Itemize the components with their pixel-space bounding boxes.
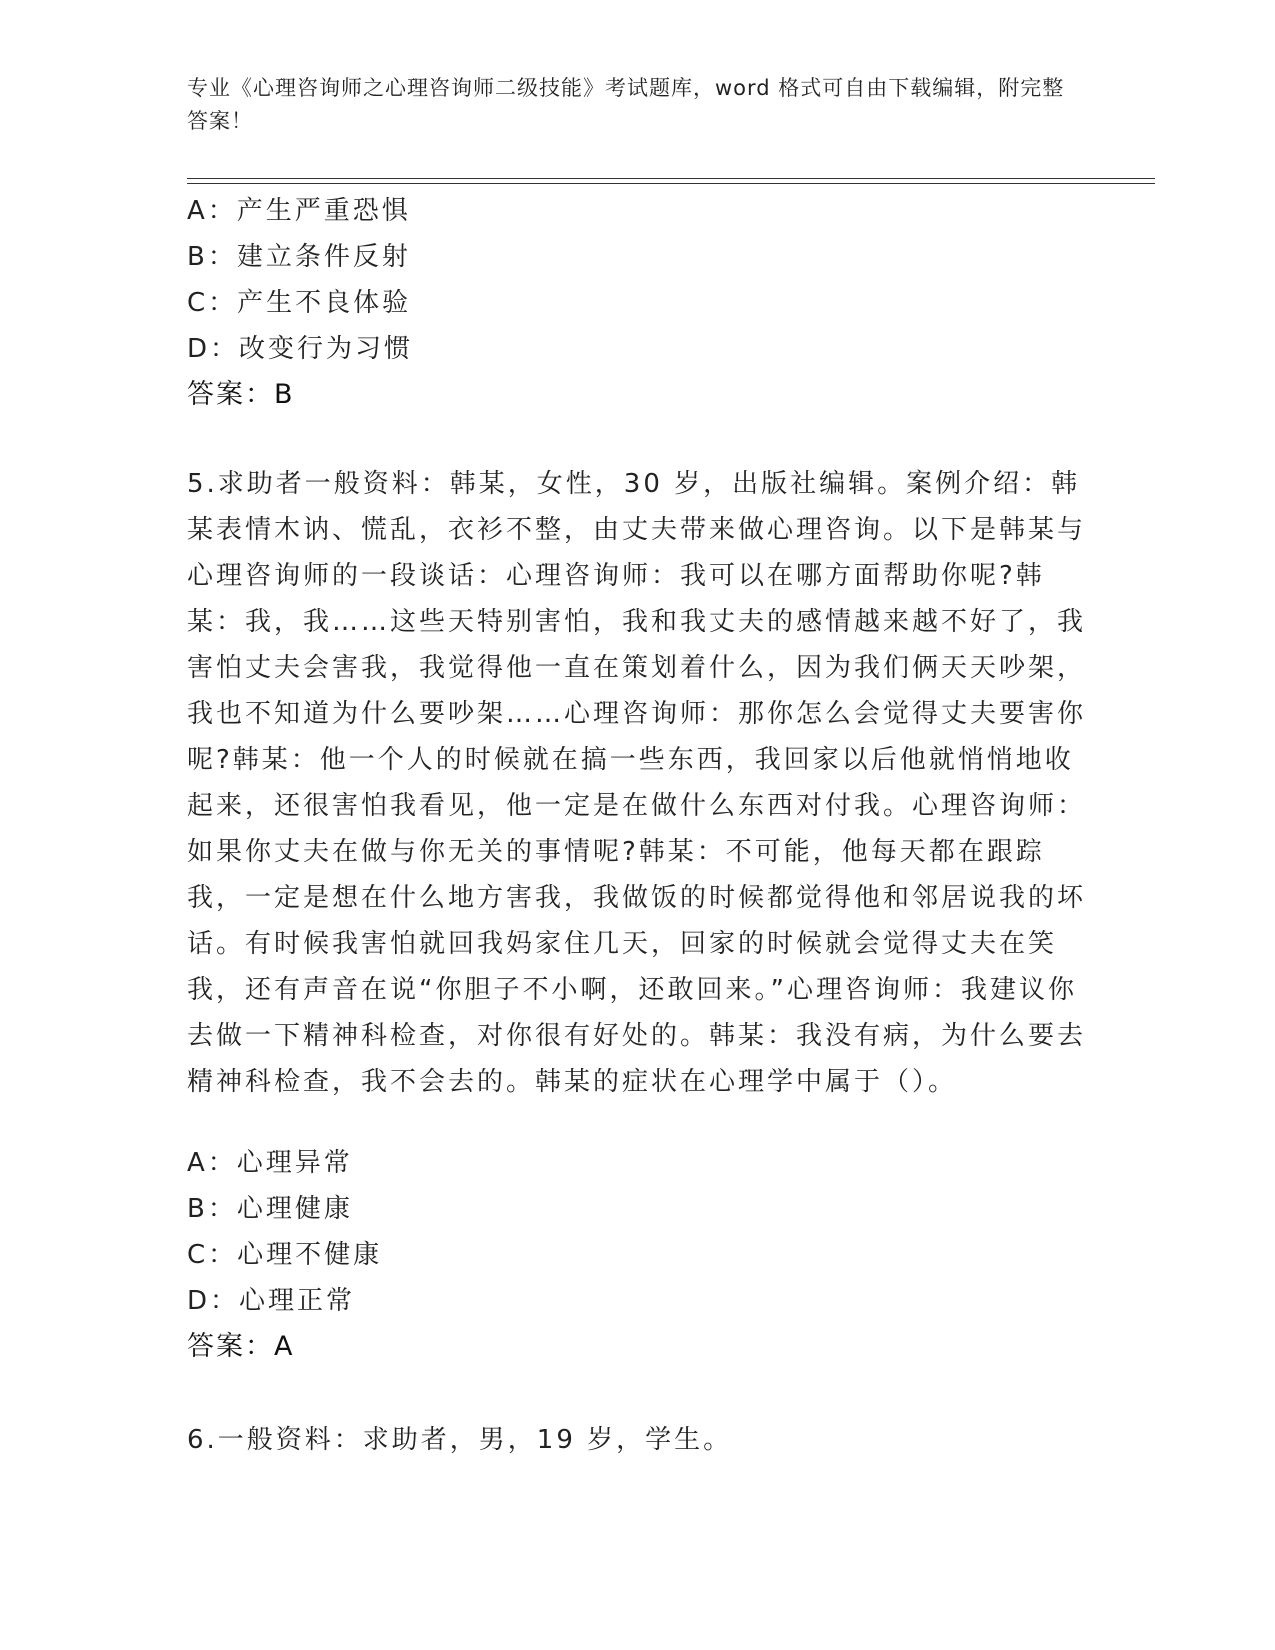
document-header: 专业《心理咨询师之心理咨询师二级技能》考试题库，word 格式可自由下载编辑，附完整答案！ bbox=[187, 76, 1065, 133]
option-c: C：产生不良体验 bbox=[187, 288, 412, 318]
option-c: C：心理不健康 bbox=[187, 1240, 383, 1270]
question-5-options bbox=[187, 1140, 1087, 1370]
question-4-options bbox=[187, 188, 1087, 418]
option-a: A：心理异常 bbox=[187, 1148, 353, 1178]
answer: 答案：B bbox=[187, 379, 295, 410]
answer: 答案：A bbox=[187, 1331, 295, 1362]
header-rule-bottom bbox=[187, 183, 1155, 184]
option-d: D：改变行为习惯 bbox=[187, 334, 414, 364]
option-d: D：心理正常 bbox=[187, 1286, 356, 1316]
option-a: A：产生严重恐惧 bbox=[187, 196, 411, 226]
header-rule-top bbox=[187, 178, 1155, 179]
question-6-stem: 6.一般资料：求助者，男，19 岁，学生。 bbox=[187, 1425, 733, 1455]
option-b: B：心理健康 bbox=[187, 1194, 353, 1224]
question-5-stem: 5.求助者一般资料：韩某，女性，30 岁，出版社编辑。案例介绍：韩某表情木讷、慌乱，衣衫不整，由丈夫带来做心理咨询。以下是韩某与心理咨询师的一段谈话：心理咨询师：我可以在哪方面帮助你呢?韩某：我，我……这些天特别害怕，我和我丈夫的感情越来越不好了，我害怕丈夫会害我，我觉得他一直在策划着什么，因为我们俩天天吵架，我也不知道为什么要吵架……心理咨询师：那你怎么会觉得丈夫要害你呢?韩某：他一个人的时候就在搞一些东西，我回家以后他就悄悄地收起来，还很害怕我看见，他一定是在做什么东西对付我。心理咨询师：如果你丈夫在做与你无关的事情呢?韩某：不可能，他每天都在跟踪我，一定是想在什么地方害我，我做饭的时候都觉得他和邻居说我的坏话。有时候我害怕就回我妈家住几天，回家的时候就会觉得丈夫在笑我，还有声音在说“你胆子不小啊，还敢回来。”心理咨询师：我建议你去做一下精神科检查，对你很有好处的。韩某：我没有病，为什么要去精神科检查，我不会去的。韩某的症状在心理学中属于（）。 bbox=[187, 469, 1087, 1097]
option-b: B：建立条件反射 bbox=[187, 242, 411, 272]
